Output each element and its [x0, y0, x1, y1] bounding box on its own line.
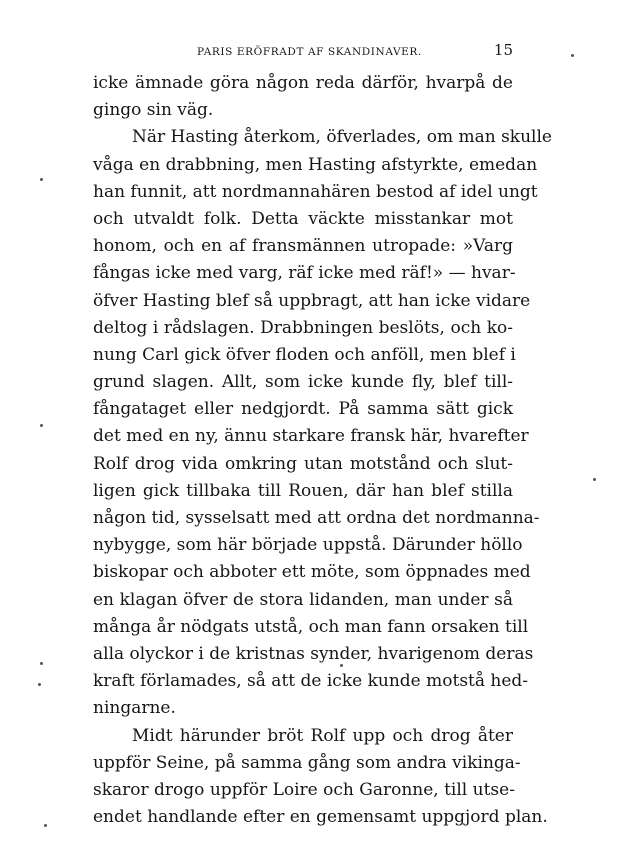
text-line: honom, och en af fransmännen utropade: »Varg — [93, 236, 513, 257]
text-line: våga en drabbning, men Hasting afstyrkte, emedan — [93, 154, 538, 175]
text-line: uppför Seine, på samma gång som andra vikinga- — [93, 752, 521, 773]
paper-speck — [40, 178, 43, 181]
text-line: nung Carl gick öfver floden och anföll, men blef i — [93, 344, 516, 365]
text-line: När Hasting återkom, öfverlades, om man skulle — [132, 127, 552, 148]
text-line: Rolf drog vida omkring utan motstånd och slut- — [93, 453, 513, 474]
body-text — [93, 70, 552, 831]
text-line: endet handlande efter en gemensamt uppgjord plan. — [93, 807, 548, 828]
text-line: en klagan öfver de stora lidanden, man under så — [93, 589, 513, 610]
text-line: icke ämnade göra någon reda därför, hvarpå de — [93, 73, 513, 93]
text-line: och utvaldt folk. Detta väckte misstankar mot — [93, 208, 513, 229]
text-line: öfver Hasting blef så uppbragt, att han icke vidare — [93, 290, 531, 311]
text-line: alla olyckor i de kristnas synder, hvarigenom deras — [93, 643, 534, 664]
text-line: många år nödgats utstå, och man fann orsaken till — [93, 616, 529, 637]
page-number: 15 — [493, 41, 513, 59]
text-line: ningarne. — [93, 698, 176, 719]
paper-speck — [40, 662, 43, 665]
text-line: ligen gick tillbaka till Rouen, där han blef stilla — [93, 480, 513, 501]
text-line: grund slagen. Allt, som icke kunde fly, blef till- — [93, 372, 513, 393]
text-line: någon tid, sysselsatt med att ordna det nordmanna- — [93, 508, 540, 528]
text-line: skaror drogo uppför Loire och Garonne, till utse- — [93, 779, 515, 800]
text-line: gingo sin väg. — [93, 100, 214, 121]
text-line: fångataget eller nedgjordt. På samma sätt gick — [93, 399, 513, 420]
paper-speck — [38, 683, 41, 686]
paper-speck — [40, 424, 43, 427]
text-line: nybygge, som här började uppstå. Därunder höllo — [93, 535, 523, 556]
page-header — [93, 38, 513, 62]
text-line: biskopar och abboter ett möte, som öppnades med — [93, 562, 531, 583]
text-line: fångas icke med varg, räf icke med räf!» — hvar- — [93, 263, 516, 284]
paper-speck — [593, 478, 596, 481]
text-line: kraft förlamades, så att de icke kunde motstå hed- — [93, 671, 529, 692]
paper-speck — [340, 664, 343, 667]
text-line: deltog i rådslagen. Drabbningen beslöts, och ko- — [93, 317, 513, 338]
text-line: Midt härunder bröt Rolf upp och drog åter — [132, 725, 513, 746]
paper-speck — [571, 54, 574, 57]
text-line: han funnit, att nordmannahären bestod af idel ungt — [93, 181, 538, 202]
running-title: PARIS ERÖFRADT AF SKANDINAVER. — [197, 46, 422, 58]
paper-speck — [44, 824, 47, 827]
text-line: det med en ny, ännu starkare fransk här, hvarefter — [93, 426, 529, 447]
